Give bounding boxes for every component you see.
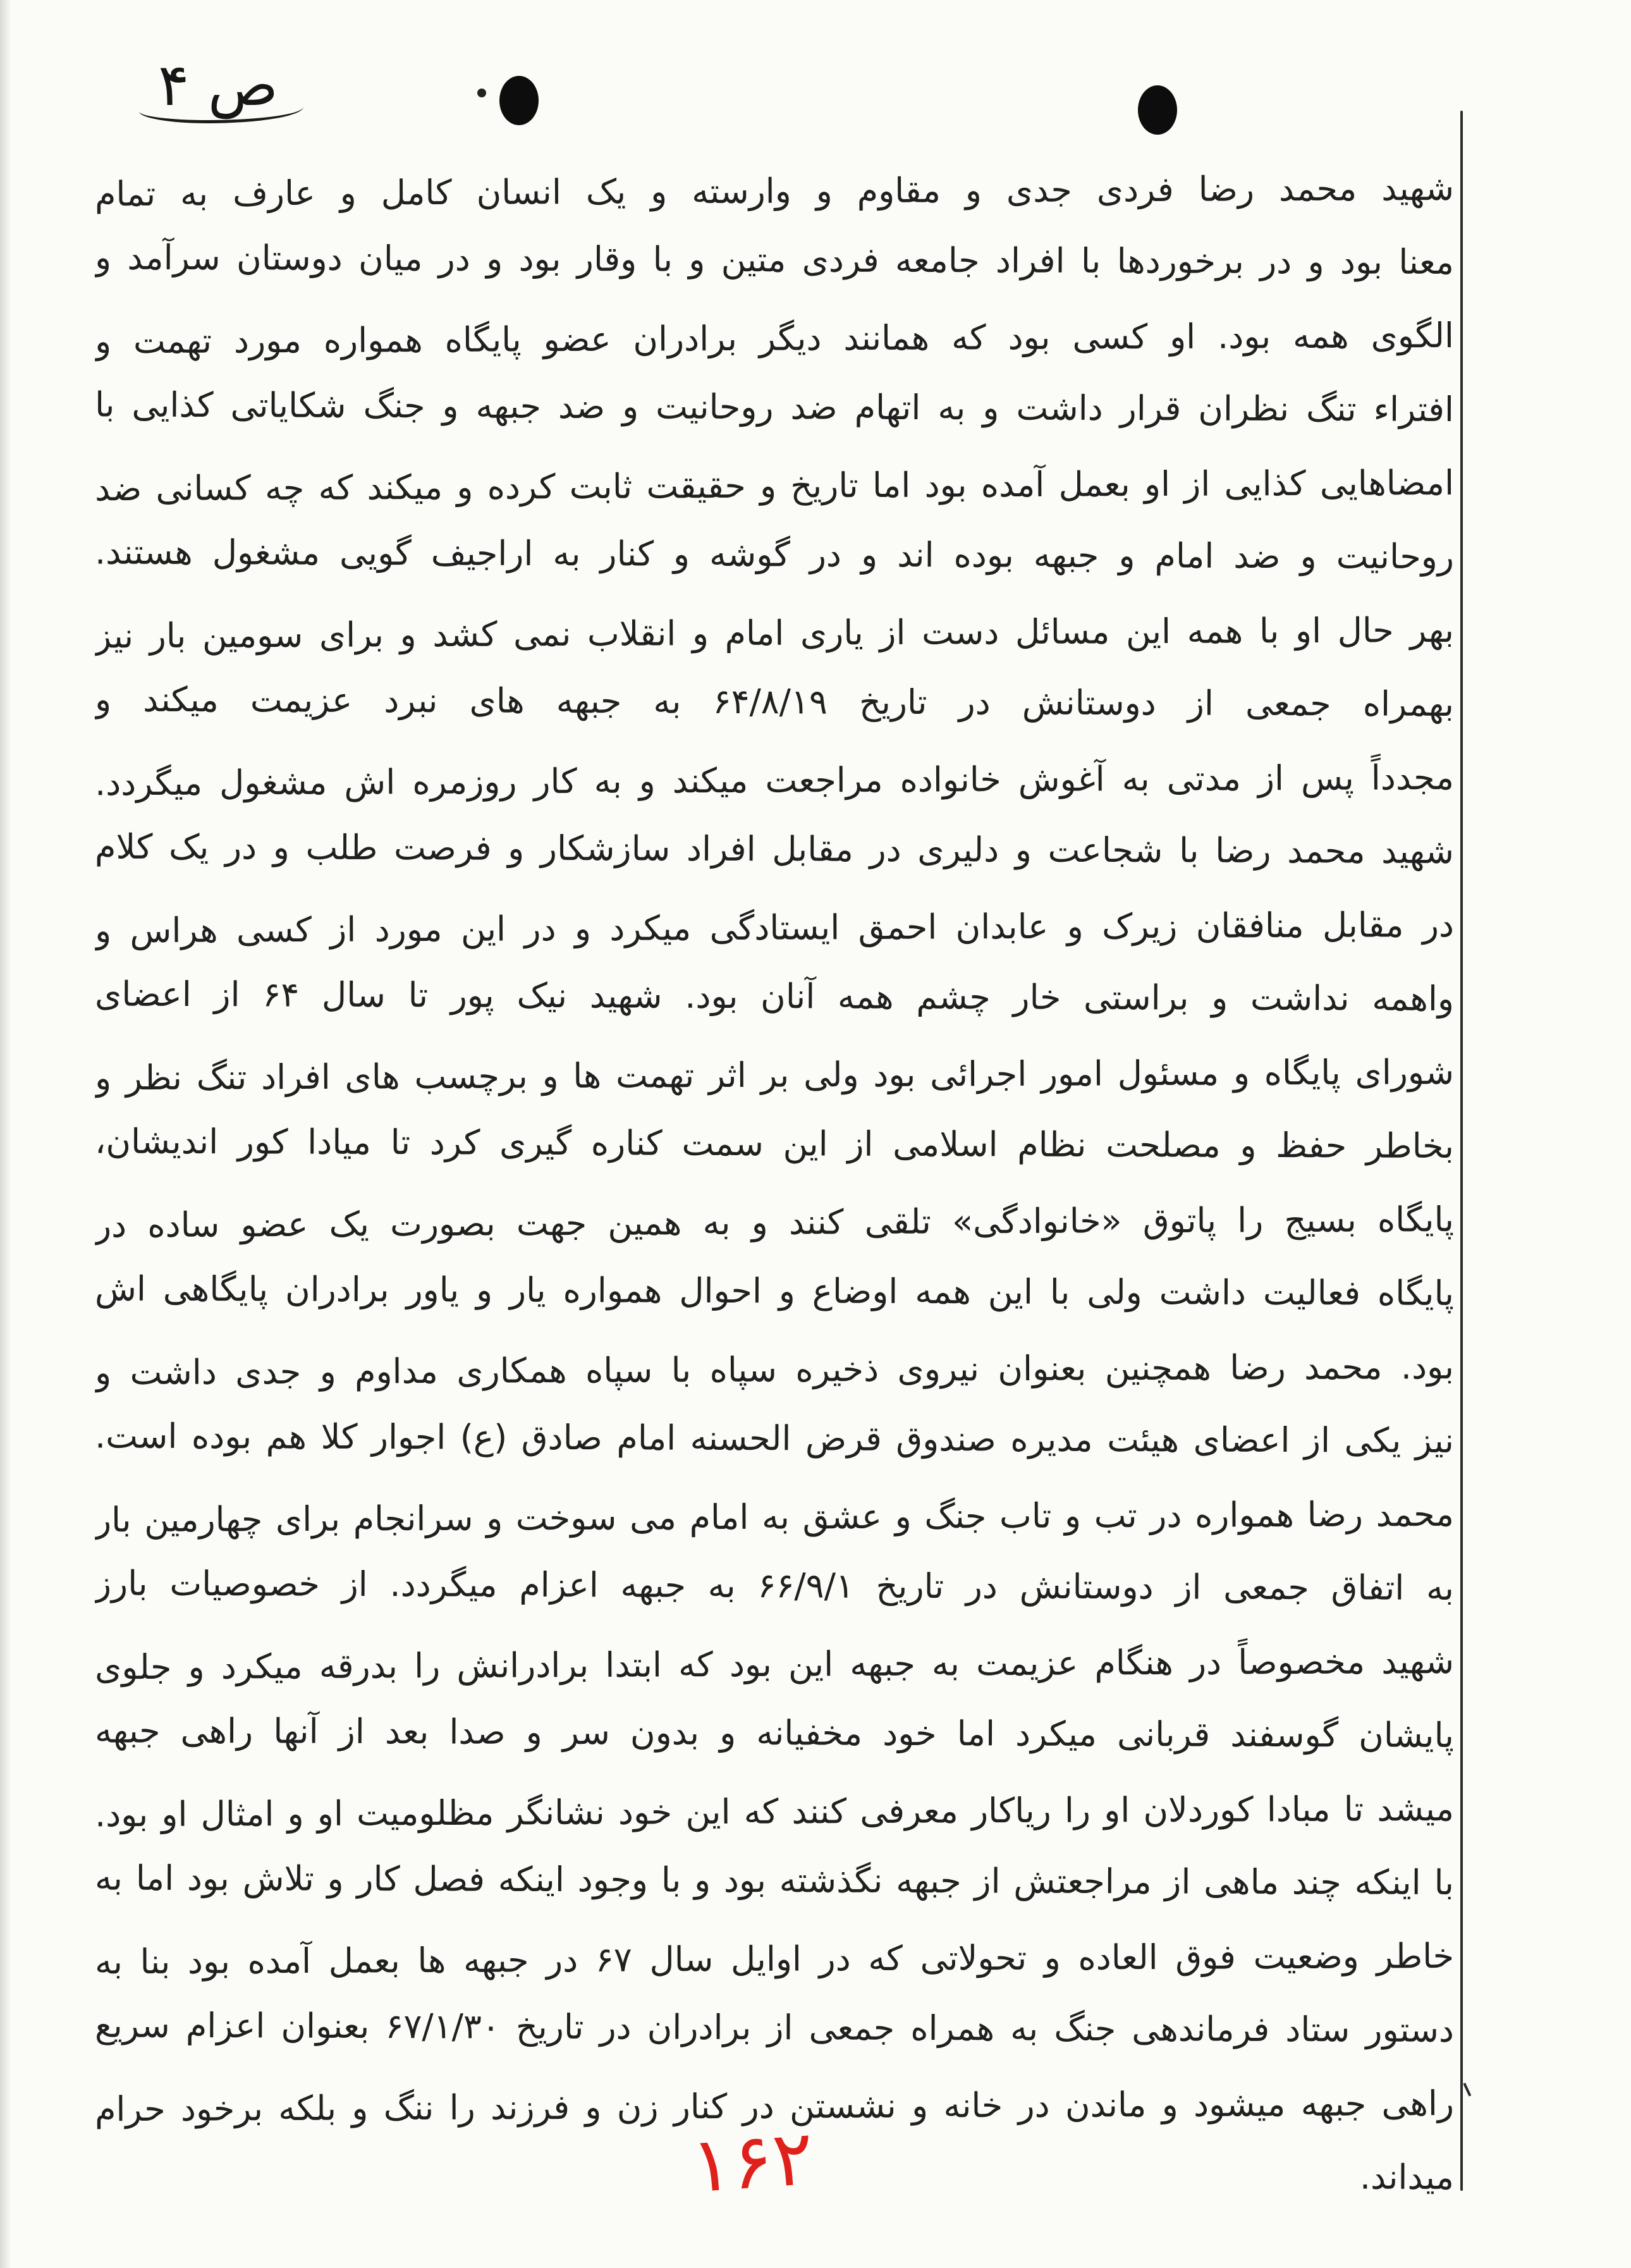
text-line: دستور ستاد فرماندهی جنگ به همراه جمعی از برادران در تاریخ ۶۷/۱/۳۰ بعنوان اعزام سریع (94, 2004, 1455, 2050)
text-line: راهی جبهه میشود و ماندن در خانه و نشستن در کنار زن و فرزند را ننگ و بلکه برخود حرام (94, 2083, 1455, 2130)
text-line: شهید محمد رضا فردی جدی و مقاوم و وارسته و یک انسان کامل و عارف به تمام (94, 168, 1455, 214)
text-line: به اتفاق جمعی از دوستانش در تاریخ ۶۶/۹/۱ به جبهه اعزام میگردد. از خصوصیات بارز (94, 1562, 1455, 1608)
text-line: افتراء تنگ نظران قرار داشت و به اتهام ضد روحانیت و ضد جبهه و جنگ شکایاتی کذایی با (94, 384, 1455, 429)
text-line: پایگاه بسیج را پاتوق «خانوادگی» تلقی کنند و به همین جهت بصورت یک عضو ساده در (94, 1199, 1455, 1246)
text-line: خاطر وضعیت فوق العاده و تحولاتی که در اوایل سال ۶۷ در جبهه ها بعمل آمده بود بنا به (94, 1936, 1455, 1982)
text-line: نیز یکی از اعضای هیئت مدیره صندوق قرض الحسنه امام صادق (ع) اجوار کلا هم بوده است. (94, 1415, 1455, 1461)
text-line: روحانیت و ضد امام و جبهه بوده اند و در گوشه و کنار به اراجیف گویی مشغول هستند. (94, 531, 1455, 577)
text-line: معنا بود و در برخوردها با افراد جامعه فردی متین و با وقار بود و در میان دوستان سرآمد و (94, 236, 1455, 282)
text-line: شهید محمد رضا با شجاعت و دلیری در مقابل افراد سازشکار و فرصت طلب و در یک کلام (94, 826, 1455, 871)
text-line: در مقابل منافقان زیرک و عابدان احمق ایستادگی میکرد و در این مورد از کسی هراس و (94, 905, 1455, 951)
text-line: پایگاه فعالیت داشت ولی با این همه اوضاع و احوال همواره یار و یاور برادران پایگاهی اش (94, 1268, 1455, 1313)
text-line: مجدداً پس از مدتی به آغوش خانواده مراجعت میکند و به کار روزمره اش مشغول میگردد. (94, 757, 1455, 804)
footer-page-number: ۱۶۲ (688, 2114, 817, 2210)
handwritten-body-text (95, 152, 1454, 2214)
text-line: پایشان گوسفند قربانی میکرد اما خود مخفیانه و بدون سر و صدا بعد از آنها راهی جبهه (94, 1710, 1455, 1755)
text-line: واهمه نداشت و براستی خار چشم همه آنان بود. شهید نیک پور تا سال ۶۴ از اعضای (94, 973, 1455, 1019)
text-line: شهید مخصوصاً در هنگام عزیمت به جبهه این بود که ابتدا برادرانش را بدرقه میکرد و جلوی (94, 1641, 1455, 1688)
text-line: بهر حال او با همه این مسائل دست از یاری امام و انقلاب نمی کشد و برای سومین بار نیز (94, 610, 1455, 656)
margin-tick-mark (1463, 2078, 1481, 2096)
text-line: شورای پایگاه و مسئول امور اجرائی بود ولی بر اثر تهمت ها و برچسب های افراد تنگ نظر و (94, 1052, 1455, 1098)
ink-speck (477, 89, 486, 97)
text-line: میداند. (1359, 2156, 1455, 2197)
text-line: امضاهایی کذایی از او بعمل آمده بود اما تاریخ و حقیقت ثابت کرده و میکند که چه کسانی ضد (94, 463, 1455, 509)
text-line: میشد تا مبادا کوردلان او را ریاکار معرفی کنند که این خود نشانگر مظلومیت او و امثال او بود. (94, 1789, 1455, 1835)
text-line: بود. محمد رضا همچنین بعنوان نیروی ذخیره سپاه با سپاه همکاری مداوم و جدی داشت و (94, 1347, 1455, 1393)
text-line: محمد رضا همواره در تب و تاب جنگ و عشق به امام می سوخت و سرانجام برای چهارمین بار (94, 1494, 1455, 1540)
text-line: بخاطر حفظ و مصلحت نظام اسلامی از این سمت کناره گیری کرد تا میادا کور اندیشان، (94, 1120, 1455, 1166)
text-line: بهمراه جمعی از دوستانش در تاریخ ۶۴/۸/۱۹ به جبهه های نبرد عزیمت میکند و (94, 678, 1455, 724)
margin-rule-line (1460, 111, 1463, 2191)
page-label: ص ۴ (158, 51, 278, 119)
text-line: با اینکه چند ماهی از مراجعتش از جبهه نگذشته بود و با وجود اینکه فصل کار و تلاش بود اما به (94, 1857, 1455, 1903)
punch-hole-left (499, 76, 539, 125)
text-line: الگوی همه بود. او کسی بود که همانند دیگر برادران عضو پایگاه همواره مورد تهمت و (94, 316, 1455, 362)
punch-hole-right (1138, 85, 1177, 135)
